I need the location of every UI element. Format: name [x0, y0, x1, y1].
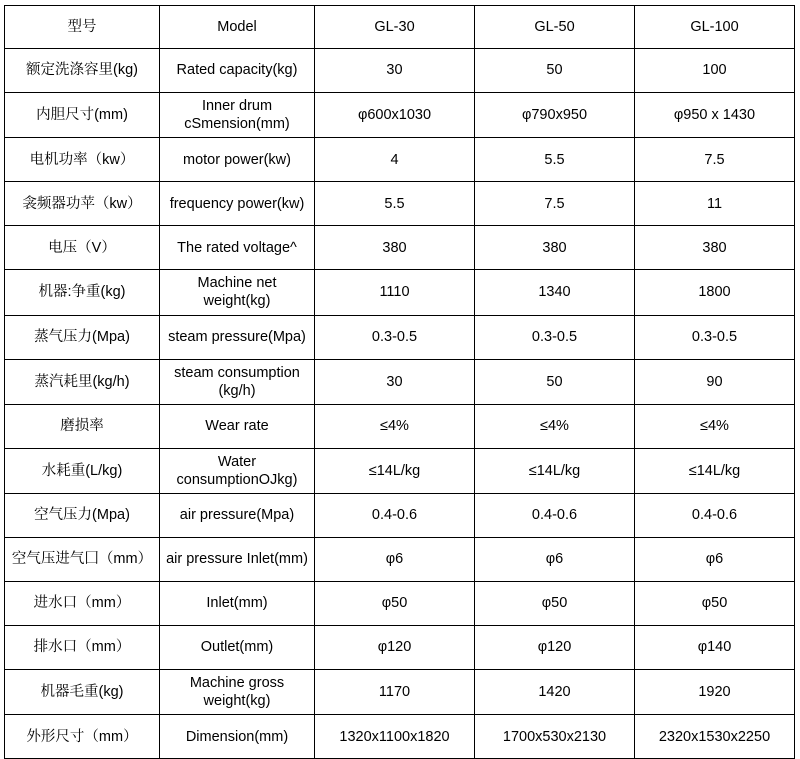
table-row — [5, 93, 795, 138]
table-row — [5, 49, 795, 93]
table-row — [5, 494, 795, 538]
row-label-en: Wear rate — [160, 404, 315, 448]
cell-gl30: φ50 — [315, 582, 475, 626]
cell-gl30: φ600x1030 — [315, 93, 475, 138]
cell-gl30: 0.4-0.6 — [315, 494, 475, 538]
table-row — [5, 404, 795, 448]
column-header-gl30: GL-30 — [315, 6, 475, 49]
row-label-en: air pressure Inlet(mm) — [160, 538, 315, 582]
cell-gl50: 1340 — [475, 270, 635, 315]
cell-gl50: 0.3-0.5 — [475, 315, 635, 359]
row-label-cn: 机器:争重(kg) — [5, 270, 160, 315]
row-label-cn: 额定洗涤容里(kg) — [5, 49, 160, 93]
cell-gl30: ≤14L/kg — [315, 448, 475, 493]
cell-gl100: 380 — [635, 226, 795, 270]
cell-gl50: 50 — [475, 49, 635, 93]
row-label-en: motor power(kw) — [160, 138, 315, 182]
cell-gl100: 11 — [635, 182, 795, 226]
row-label-en: steam consumption (kg/h) — [160, 359, 315, 404]
cell-gl50: 50 — [475, 359, 635, 404]
cell-gl100: 2320x1530x2250 — [635, 715, 795, 759]
row-label-en: frequency power(kw) — [160, 182, 315, 226]
cell-gl100: 0.3-0.5 — [635, 315, 795, 359]
cell-gl30: φ6 — [315, 538, 475, 582]
row-label-cn: 空气压力(Mpa) — [5, 494, 160, 538]
row-label-en: Machine net weight(kg) — [160, 270, 315, 315]
column-header-gl50: GL-50 — [475, 6, 635, 49]
row-label-en: The rated voltage^ — [160, 226, 315, 270]
cell-gl30: 1110 — [315, 270, 475, 315]
row-label-cn: 水耗重(L/kg) — [5, 448, 160, 493]
cell-gl100: 90 — [635, 359, 795, 404]
cell-gl50: 5.5 — [475, 138, 635, 182]
table-row — [5, 582, 795, 626]
cell-gl50: 1700x530x2130 — [475, 715, 635, 759]
table-header-row — [5, 6, 795, 49]
cell-gl30: 30 — [315, 49, 475, 93]
cell-gl100: 0.4-0.6 — [635, 494, 795, 538]
column-header-model-en: Model — [160, 6, 315, 49]
table-row — [5, 448, 795, 493]
table-row — [5, 270, 795, 315]
cell-gl100: 1920 — [635, 670, 795, 715]
row-label-cn: 内胆尺寸(mm) — [5, 93, 160, 138]
cell-gl100: 100 — [635, 49, 795, 93]
row-label-en: Dimension(mm) — [160, 715, 315, 759]
table-row — [5, 626, 795, 670]
cell-gl50: φ120 — [475, 626, 635, 670]
cell-gl50: φ790x950 — [475, 93, 635, 138]
cell-gl30: 30 — [315, 359, 475, 404]
cell-gl30: ≤4% — [315, 404, 475, 448]
cell-gl100: φ6 — [635, 538, 795, 582]
cell-gl50: 7.5 — [475, 182, 635, 226]
row-label-en: Rated capacity(kg) — [160, 49, 315, 93]
table-row — [5, 359, 795, 404]
cell-gl50: 1420 — [475, 670, 635, 715]
specification-table — [4, 5, 795, 759]
cell-gl30: 1170 — [315, 670, 475, 715]
cell-gl30: 380 — [315, 226, 475, 270]
cell-gl50: φ50 — [475, 582, 635, 626]
table-row — [5, 226, 795, 270]
cell-gl50: 380 — [475, 226, 635, 270]
cell-gl30: 0.3-0.5 — [315, 315, 475, 359]
table-row — [5, 182, 795, 226]
row-label-en: Inner drum cSmension(mm) — [160, 93, 315, 138]
row-label-cn: 蒸气压力(Mpa) — [5, 315, 160, 359]
cell-gl50: ≤14L/kg — [475, 448, 635, 493]
cell-gl30: 4 — [315, 138, 475, 182]
cell-gl30: 1320x1100x1820 — [315, 715, 475, 759]
row-label-cn: 磨损率 — [5, 404, 160, 448]
row-label-cn: 衾频器功苹（kw） — [5, 182, 160, 226]
cell-gl50: φ6 — [475, 538, 635, 582]
row-label-en: Machine gross weight(kg) — [160, 670, 315, 715]
row-label-en: air pressure(Mpa) — [160, 494, 315, 538]
row-label-cn: 外形尺寸（mm） — [5, 715, 160, 759]
row-label-cn: 电压（V） — [5, 226, 160, 270]
column-header-gl100: GL-100 — [635, 6, 795, 49]
table-row — [5, 538, 795, 582]
row-label-cn: 排水口（mm） — [5, 626, 160, 670]
row-label-cn: 蒸汽耗里(kg/h) — [5, 359, 160, 404]
table-row — [5, 670, 795, 715]
cell-gl100: ≤14L/kg — [635, 448, 795, 493]
table-row — [5, 138, 795, 182]
row-label-en: Outlet(mm) — [160, 626, 315, 670]
cell-gl30: φ120 — [315, 626, 475, 670]
column-header-model-cn: 型号 — [5, 6, 160, 49]
cell-gl50: 0.4-0.6 — [475, 494, 635, 538]
table-row — [5, 315, 795, 359]
cell-gl100: φ50 — [635, 582, 795, 626]
row-label-cn: 电机功率（kw） — [5, 138, 160, 182]
cell-gl100: ≤4% — [635, 404, 795, 448]
cell-gl100: 7.5 — [635, 138, 795, 182]
cell-gl100: φ950 x 1430 — [635, 93, 795, 138]
row-label-en: steam pressure(Mpa) — [160, 315, 315, 359]
row-label-cn: 机器毛重(kg) — [5, 670, 160, 715]
row-label-cn: 空气压进气囗（mm） — [5, 538, 160, 582]
row-label-en: Water consumptionOJkg) — [160, 448, 315, 493]
cell-gl50: ≤4% — [475, 404, 635, 448]
row-label-en: Inlet(mm) — [160, 582, 315, 626]
table-row — [5, 715, 795, 759]
cell-gl100: φ140 — [635, 626, 795, 670]
row-label-cn: 进水口（mm） — [5, 582, 160, 626]
cell-gl30: 5.5 — [315, 182, 475, 226]
cell-gl100: 1800 — [635, 270, 795, 315]
